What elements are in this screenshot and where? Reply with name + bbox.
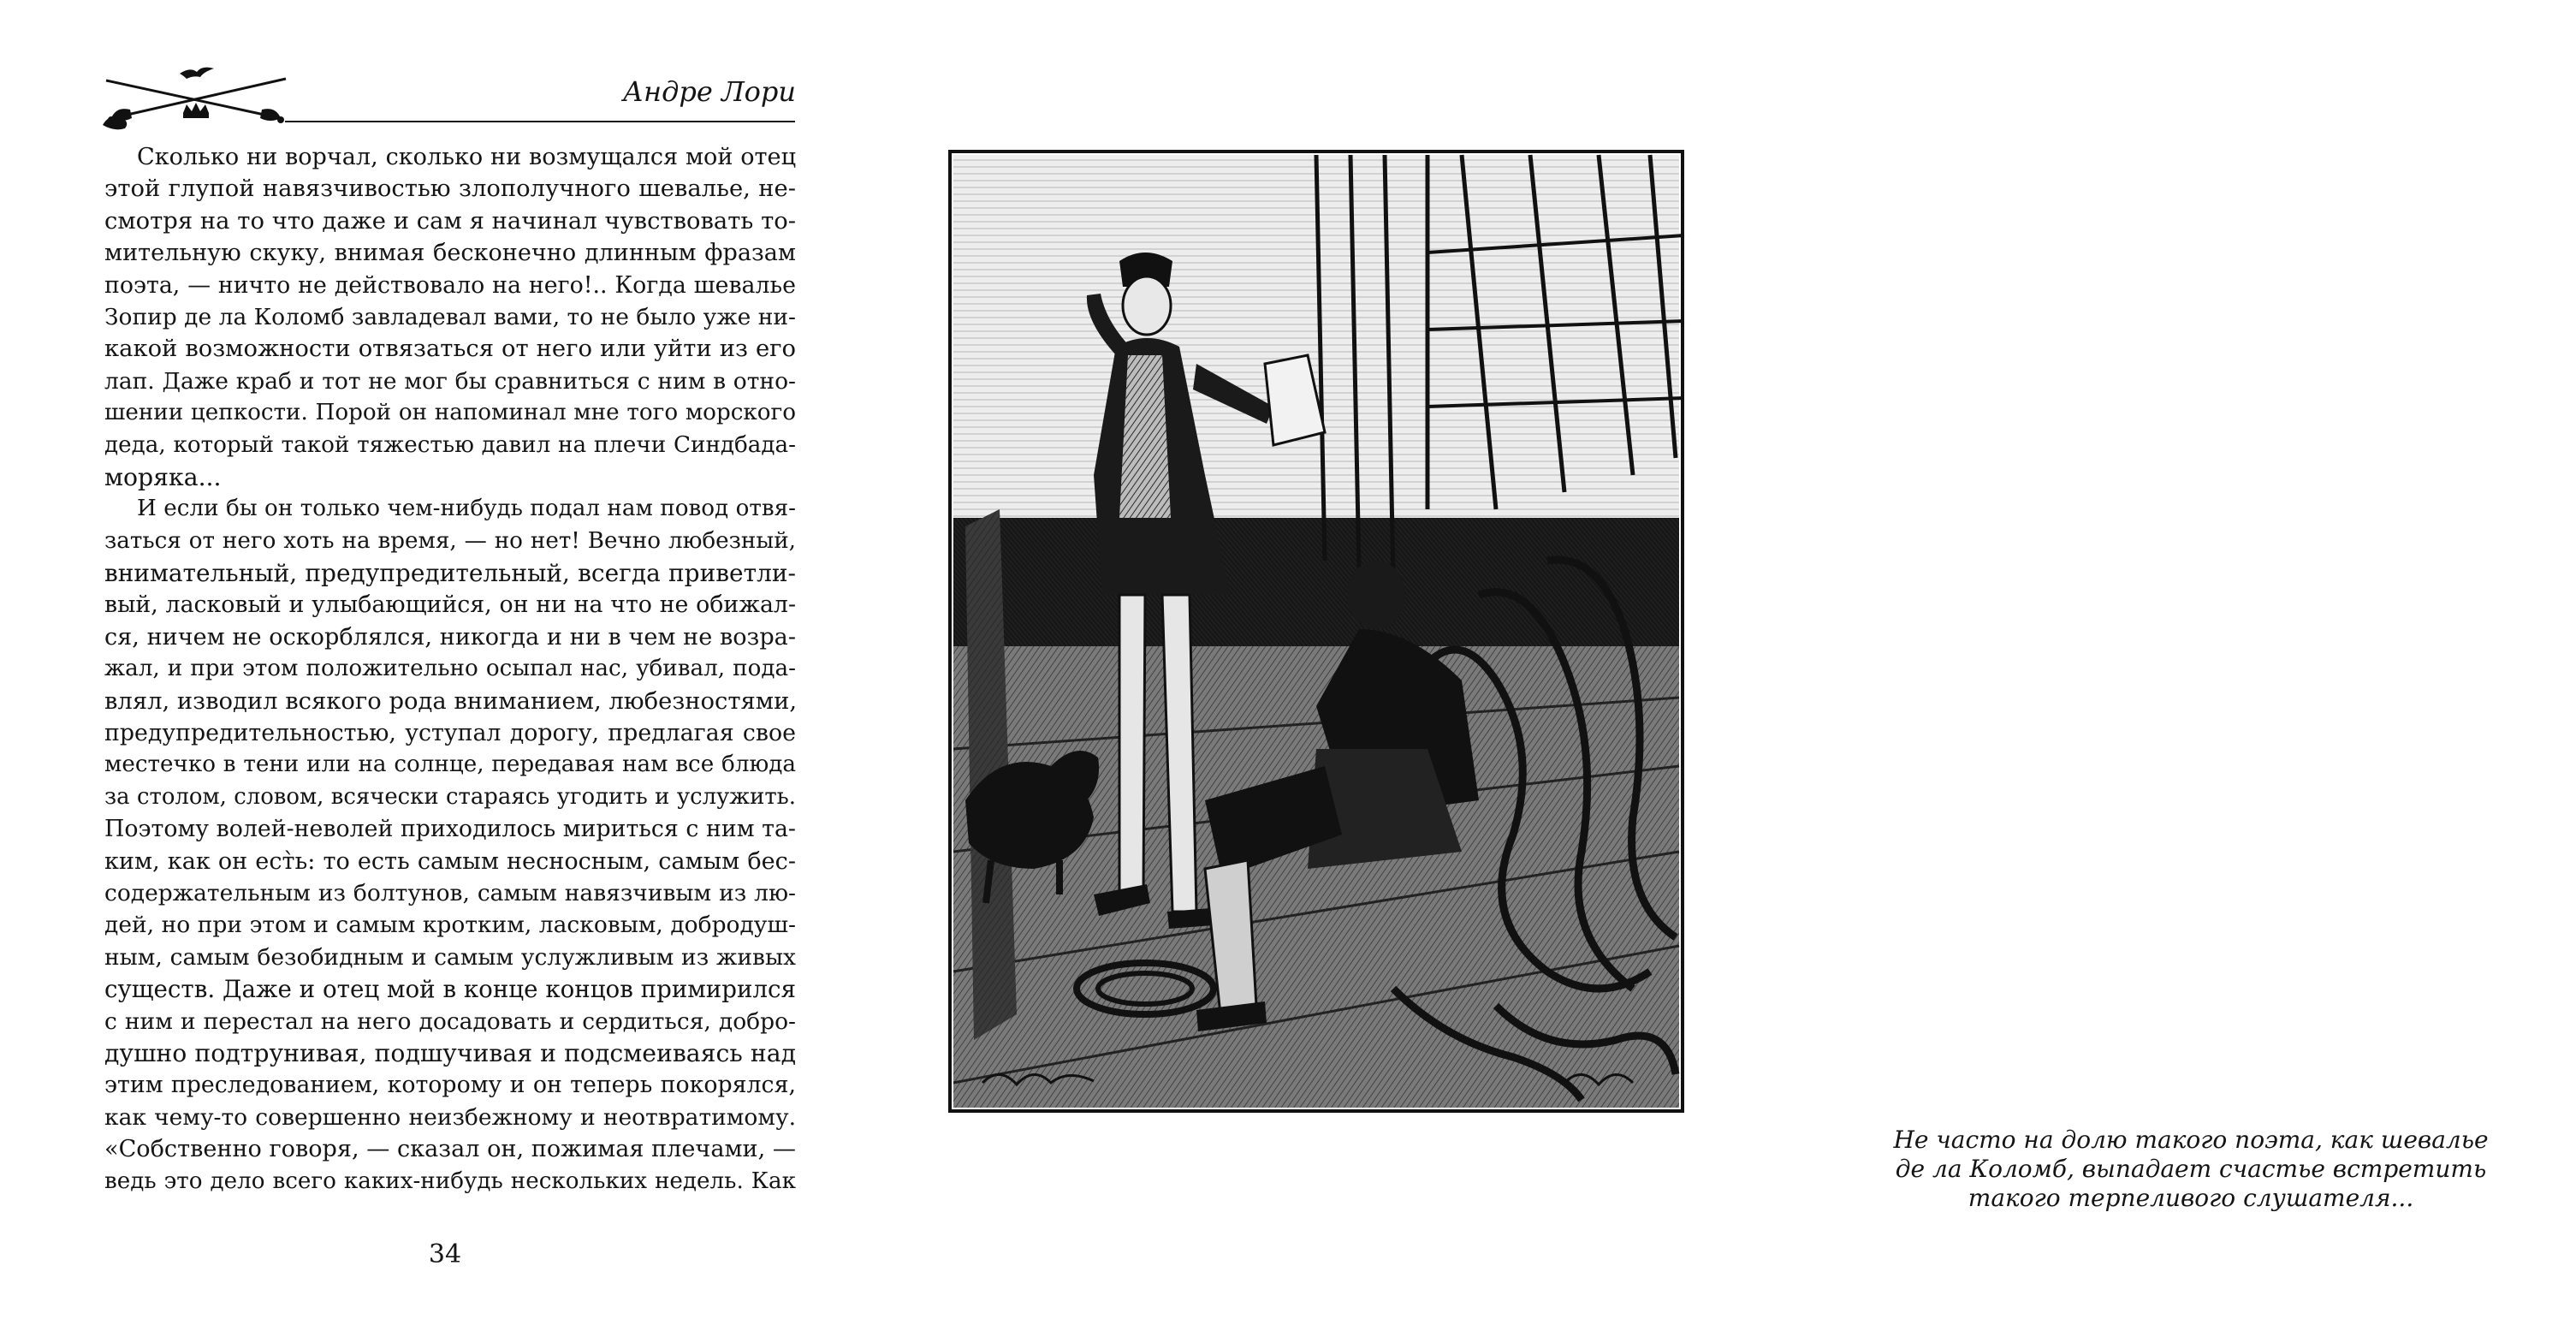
text-line: смотря на то что даже и сам я начинал чувствовать то-	[104, 207, 796, 235]
text-line: местечко в тени или на солнце, передавая нам все блюда	[104, 752, 796, 778]
text-line: жал, и при этом положительно осыпал нас, убивал, пода-	[104, 656, 796, 682]
text-line: Поэтому волей-неволей приходилось мириться с ним та-	[104, 816, 796, 843]
running-header-author: Андре Лори	[622, 75, 796, 108]
text-line: содержательным из болтунов, самым навязчивым из лю-	[104, 879, 796, 906]
caption-line: де ла Коломб, выпадает счастье встретить	[1895, 1155, 2487, 1183]
text-line: лап. Даже краб и тот не мог бы сравниться с ним в отно-	[104, 367, 796, 395]
text-line: предупредительностью, уступал дорогу, предлагая свое	[104, 720, 796, 747]
text-line: как чему-то совершенно неизбежному и неотвратимому.	[104, 1103, 796, 1131]
text-line: шении цепкости. Порой он напоминал мне того морского	[104, 400, 796, 426]
text-line: внимательный, предупредительный, всегда приветли-	[104, 559, 796, 588]
text-line: заться от него хоть на время, — но нет! Вечно любезный,	[104, 527, 796, 554]
text-line: И если бы он только чем-нибудь подал нам повод отвя-	[137, 496, 796, 522]
caption-line: Не часто на долю такого поэта, как шевалье	[1893, 1126, 2489, 1154]
text-line: с ним и перестал на него досадовать и сердиться, добро-	[104, 1007, 796, 1035]
text-line: ным, самым безобидным и самым услужливым из живых	[104, 943, 796, 971]
text-line: деда, который такой тяжестью давил на плечи Синдбада-	[104, 431, 796, 458]
text-line: «Собственно говоря, — сказал он, пожимая плечами, —	[104, 1136, 796, 1163]
caption-line: такого терпеливого слушателя...	[1968, 1184, 2414, 1212]
text-line: этой глупой навязчивостью злополучного шевалье, не-	[104, 175, 796, 203]
text-line: душно подтрунивая, подшучивая и подсмеиваясь над	[104, 1038, 796, 1067]
body-text	[104, 141, 796, 1197]
text-line: поэта, — ничто не действовало на него!.. Когда шевалье	[104, 271, 796, 299]
text-line: Сколько ни ворчал, сколько ни возмущался мой отец	[137, 144, 796, 170]
text-line: ведь это дело всего каких-нибудь нескольких недель. Как	[104, 1168, 796, 1194]
text-line: этим преследованием, которому и он теперь покорялся,	[104, 1072, 796, 1099]
text-line: мительную скуку, внимая бесконечно длинным фразам	[104, 240, 796, 267]
crossed-swords-crown-ornament-icon	[101, 62, 291, 132]
text-line: ся, ничем не оскорблялся, никогда и ни в чем не возра-	[104, 623, 796, 651]
text-line: какой возможности отвязаться от него или уйти из его	[104, 336, 796, 363]
header-rule	[285, 121, 795, 122]
text-line: влял, изводил всякого рода вниманием, любезностями,	[104, 687, 798, 715]
text-line: существ. Даже и отец мой в конце концов примирился	[104, 975, 796, 1004]
left-page	[0, 0, 856, 1337]
text-line: вый, ласковый и улыбающийся, он ни на что не обижал-	[104, 591, 796, 619]
page-number: 34	[428, 1239, 462, 1269]
engraving-illustration	[948, 150, 1684, 1113]
text-line: ким, как он ест̀ь: то есть самым несносным, самым бес-	[104, 847, 796, 875]
text-line: за столом, словом, всячески стараясь угодить и услужить.	[104, 783, 796, 810]
text-line: моряка...	[104, 462, 222, 491]
text-line: Зопир де ла Коломб завладевал вами, то не было уже ни-	[104, 303, 796, 330]
text-line: дей, но при этом и самым кротким, ласковым, добродуш-	[104, 912, 796, 939]
illustration-caption	[1806, 1126, 2576, 1213]
right-page	[856, 0, 2489, 1337]
